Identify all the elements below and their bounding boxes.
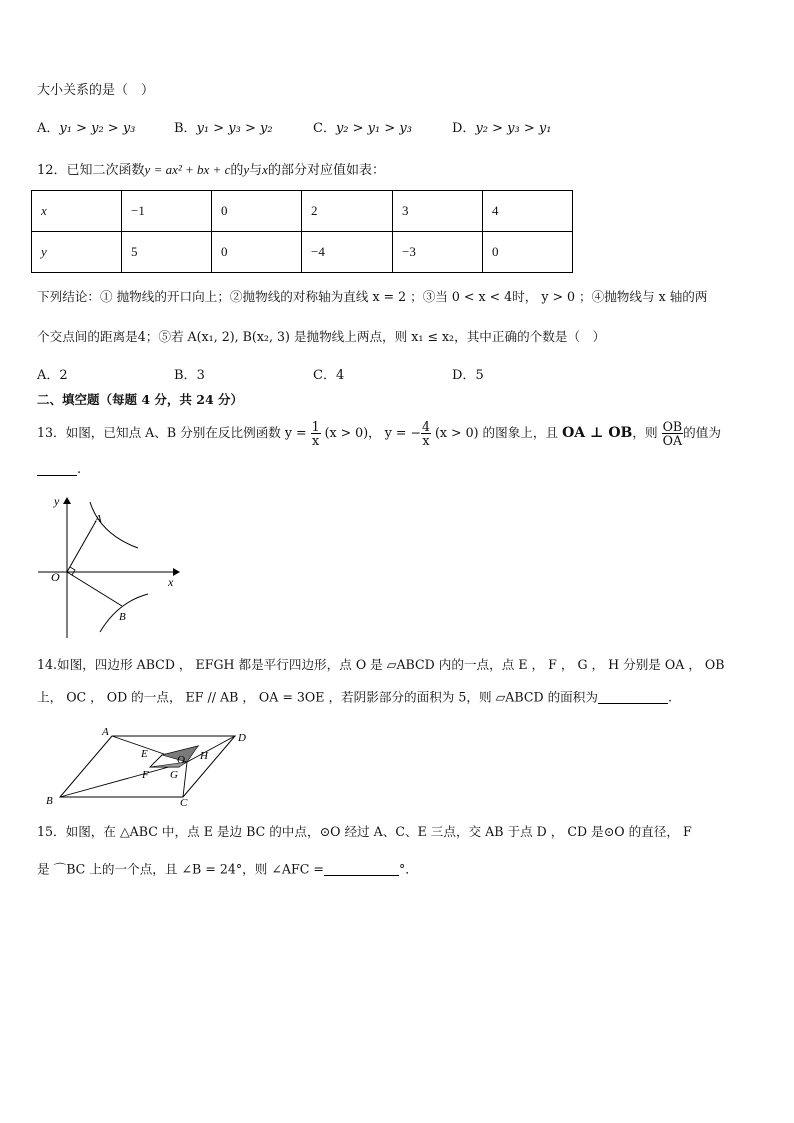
q12-prefix: 12．已知二次函数 [37, 163, 145, 178]
q12-x: x [262, 162, 268, 177]
label-a: A [102, 726, 109, 738]
q15-line2: 是 ⌒BC 上的一个点，且 ∠B = 24°，则 ∠AFC = °． [37, 861, 418, 877]
q14-line1: 14.如图，四边形 ABCD ， EFGH 都是平行四边形，点 O 是 ▱ABCD 内的一点，点 E ， F ， G ， H 分别是 OA ， OB [37, 657, 725, 672]
option-label: A． [37, 121, 60, 136]
label-c: C [180, 797, 188, 809]
option-text: 3 [196, 368, 205, 383]
table-cell: −1 [122, 191, 212, 232]
curve-upper [90, 502, 138, 548]
q15-answer-blank[interactable] [324, 863, 399, 876]
option-text: y₂ > y₁ > y₃ [335, 121, 412, 136]
q11-tail: 大小关系的是（ ） [37, 83, 155, 98]
table-cell: −3 [393, 232, 483, 273]
fraction-ob-over-oa: $\frac{OB}{OA}$ [662, 418, 683, 448]
table-cell: −4 [302, 232, 393, 273]
option-label: B． [174, 368, 197, 383]
table-row [32, 232, 573, 273]
label-y: y [54, 494, 60, 508]
q14-line2: 上， OC ， OD 的一点， EF // AB ， OA = 3OE ，若阴影部分的面积为 5，则 ▱ABCD 的面积为 . [37, 689, 672, 705]
table-header-cell: x [32, 191, 122, 232]
q11-option-b[interactable] [174, 122, 273, 135]
label-h: H [200, 750, 208, 762]
label-o: O [177, 754, 185, 766]
table-header-cell: y [32, 232, 122, 273]
q13-prefix: 13．如图，已知点 A、B 分别在反比例函数 y = [37, 425, 307, 440]
q12-suffix: 的部分对应值如表： [267, 163, 385, 178]
q14-answer-blank[interactable] [598, 691, 668, 704]
option-label: B． [174, 121, 197, 136]
q12-conclusions-line1: 下列结论：① 抛物线的开口向上；②抛物线的对称轴为直线 x = 2 ；③当 0 < x < 4时， y > 0 ；④抛物线与 x 轴的两 [37, 289, 708, 304]
q11-option-c[interactable] [313, 122, 412, 135]
x-axis-arrow-icon [173, 568, 180, 576]
option-text: y₁ > y₃ > y₂ [196, 121, 273, 136]
option-label: A． [37, 368, 60, 383]
table-cell: 0 [212, 232, 302, 273]
table-cell: 0 [212, 191, 302, 232]
q12-option-d[interactable] [452, 369, 484, 382]
q13-answer-line[interactable]: . [37, 463, 81, 476]
fraction-1-over-x: $\frac{1}{x}$ [311, 418, 320, 448]
q12-mid1: 的 [230, 163, 244, 178]
figure-14 [40, 722, 270, 812]
option-label: C． [313, 368, 336, 383]
option-label: C． [313, 121, 336, 136]
table-cell: 5 [122, 232, 212, 273]
segment-ob [67, 572, 122, 606]
option-text: 4 [335, 368, 345, 383]
q12-function: y = ax² + bx + c [144, 162, 231, 177]
q12-option-c[interactable] [313, 369, 344, 382]
parallelogram-abcd [60, 736, 235, 797]
q12-stem [37, 163, 385, 177]
label-a: A [95, 513, 102, 525]
figure-13 [38, 490, 188, 640]
label-e: E [141, 748, 148, 760]
q12-mid2: 与 [249, 163, 263, 178]
label-g: G [170, 769, 178, 781]
fraction-4-over-x: $\frac{4}{x}$ [421, 418, 430, 448]
q12-y: y [243, 162, 250, 177]
option-label: D． [452, 368, 476, 383]
option-text: 5 [475, 368, 484, 383]
table-row [32, 191, 573, 232]
label-b: B [119, 611, 126, 623]
section-heading: 二、填空题（每题 4 分，共 24 分） [37, 392, 244, 407]
q13-cond2: (x > 0) 的图象上，且 [435, 425, 559, 440]
q12-conclusions-line2: 个交点间的距离是4；⑤若 A(x₁, 2), B(x₂, 3) 是抛物线上两点，则 x₁ ≤ x₂，其中正确的个数是（ ） [37, 329, 606, 344]
table-cell: 4 [483, 191, 573, 232]
label-d: D [238, 732, 246, 744]
label-o: O [51, 570, 60, 584]
q13-then: ，则 [632, 425, 658, 440]
label-f: F [142, 769, 149, 781]
segment-oa [67, 521, 96, 572]
q12-option-b[interactable] [174, 369, 205, 382]
q13-perpendicular: OA ⊥ OB [562, 425, 633, 441]
segment-oc [183, 762, 187, 797]
table-cell: 0 [483, 232, 573, 273]
label-b: B [46, 795, 53, 807]
option-text: 2 [59, 368, 68, 383]
table-cell: 2 [302, 191, 393, 232]
option-text: y₂ > y₃ > y₁ [475, 121, 552, 136]
value-table [31, 190, 573, 273]
y-axis-arrow-icon [63, 497, 71, 504]
q11-option-d[interactable] [452, 122, 551, 135]
q13-suffix: 的值为 [683, 425, 721, 440]
q13-mid: y = − [384, 425, 421, 440]
q11-option-a[interactable] [37, 122, 135, 135]
q15-line1: 15．如图，在 △ABC 中，点 E 是边 BC 的中点，⊙O 经过 A、C、E 三点，交 AB 于点 D ， CD 是⊙O 的直径， F [37, 824, 692, 839]
table-cell: 3 [393, 191, 483, 232]
q13-cond1: (x > 0)， [324, 425, 381, 440]
q12-option-a[interactable] [37, 369, 68, 382]
label-x: x [168, 575, 174, 589]
option-text: y₁ > y₂ > y₃ [59, 121, 136, 136]
option-label: D． [452, 121, 476, 136]
q13-stem [37, 418, 721, 448]
